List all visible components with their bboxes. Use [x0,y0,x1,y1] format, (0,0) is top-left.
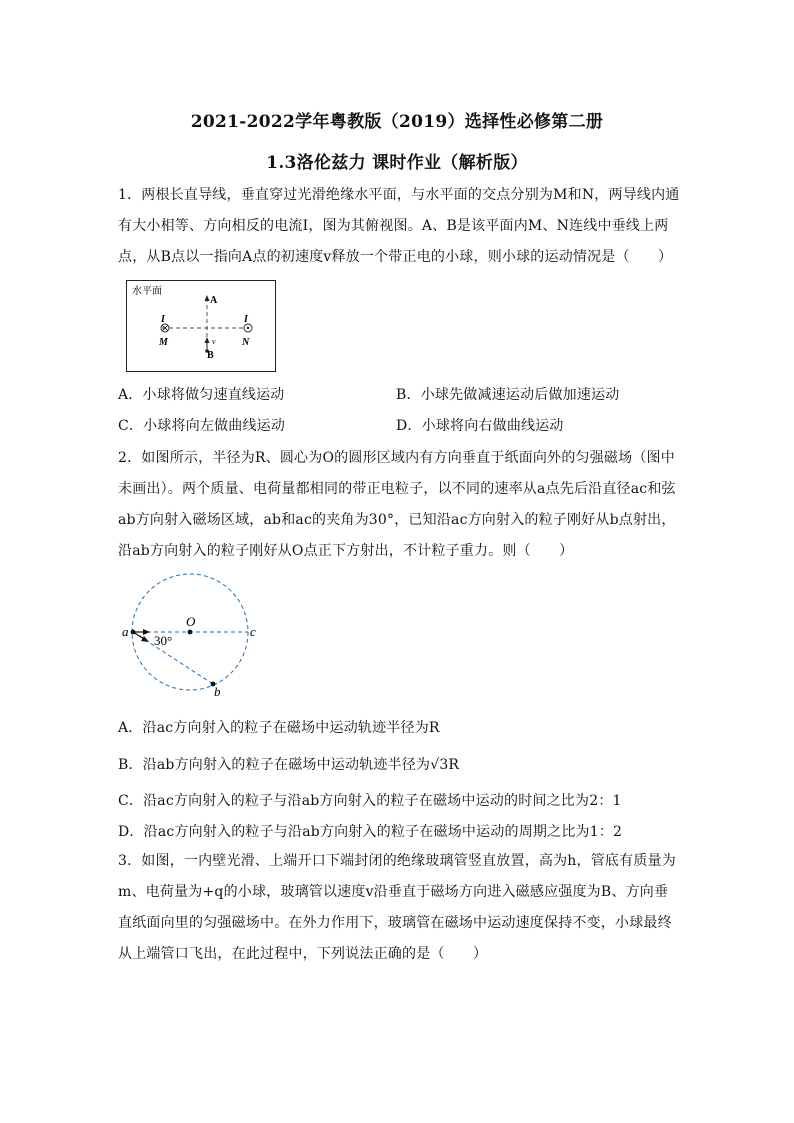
current-m-label: I [161,314,165,325]
point-b-label: b [214,684,221,698]
current-out-of-page-icon [244,324,252,332]
question-2-figure [116,570,266,698]
velocity-label: v [212,337,216,346]
q2-option-b [118,754,459,774]
velocity-ac-arrow [143,629,150,635]
point-o-label: O [186,614,196,629]
question-1-text: 1．两根长直导线，垂直穿过光滑绝缘水平面，与水平面的交点分别为M和N，两导线内通有大小相等、方向相反的电流I，图为其俯视图。A、B是该平面内M、N连线中垂线上两点，从B点以一指向A点的初速度v释放一个带正电的小球，则小球的运动情况是（ ） [118,187,680,265]
point-o-dot [188,630,193,635]
question-1-figure [126,280,276,372]
q1-option-b: B．小球先做减速运动后做加速运动 [396,387,620,403]
q2-option-d: D．沿ac方向射入的粒子与沿ab方向射入的粒子在磁场中运动的周期之比为1：2 [118,824,623,840]
point-n-label: N [242,337,250,348]
point-m-label: M [159,337,168,348]
q2-option-c: C．沿ac方向射入的粒子与沿ab方向射入的粒子在磁场中运动的时间之比为2：1 [118,793,622,809]
point-a-label: A [210,295,218,306]
point-c-label: c [250,624,256,639]
q1-option-a: A．小球将做匀速直线运动 [118,387,285,403]
q2-option-b-math: √3R [430,757,460,773]
velocity-ab-arrow [141,636,149,642]
question-3-text: 3．如图，一内壁光滑、上端开口下端封闭的绝缘玻璃管竖直放置，高为h，管底有质量为m、电荷量为+q的小球，玻璃管以速度v沿垂直于磁场方向进入磁感应强度为B、方向垂直纸面向里的匀强磁场中。在外力作用下，玻璃管在磁场中运动速度保持不变，小球最终从上端管口飞出，在此过程中，下列说法正确的是（ ） [118,853,676,962]
q2-option-b-text: B．沿ab方向射入的粒子在磁场中运动轨迹半径为 [118,757,431,773]
q1-option-c: C．小球将向左做曲线运动 [118,418,286,434]
q2-option-a: A．沿ac方向射入的粒子在磁场中运动轨迹半径为R [118,720,440,736]
question-2-text: 2．如图所示，半径为R、圆心为O的圆形区域内有方向垂直于纸面向外的匀强磁场（图中未画出）。两个质量、电荷量都相同的带正电粒子，以不同的速率从a点先后沿直径ac和弦ab方向射入磁场区域，ab和ac的夹角为30°，已知沿ac方向射入的粒子刚好从b点射出，沿ab方向射入的粒子刚好从O点正下方射出，不计粒子重力。则（ ） [118,450,676,559]
angle-label: 30° [154,633,173,648]
point-a-label: a [122,624,129,639]
plane-label: 水平面 [132,286,162,297]
velocity-arrow [205,337,210,343]
document-title: 2021-2022学年粤教版（2019）选择性必修第二册 [190,112,604,132]
point-b-label: B [207,350,214,361]
point-a-arrow [205,295,210,301]
current-n-label: I [244,314,248,325]
document-subtitle: 1.3洛伦兹力 课时作业（解析版） [266,153,528,173]
q1-option-d: D．小球将向右做曲线运动 [396,418,564,434]
